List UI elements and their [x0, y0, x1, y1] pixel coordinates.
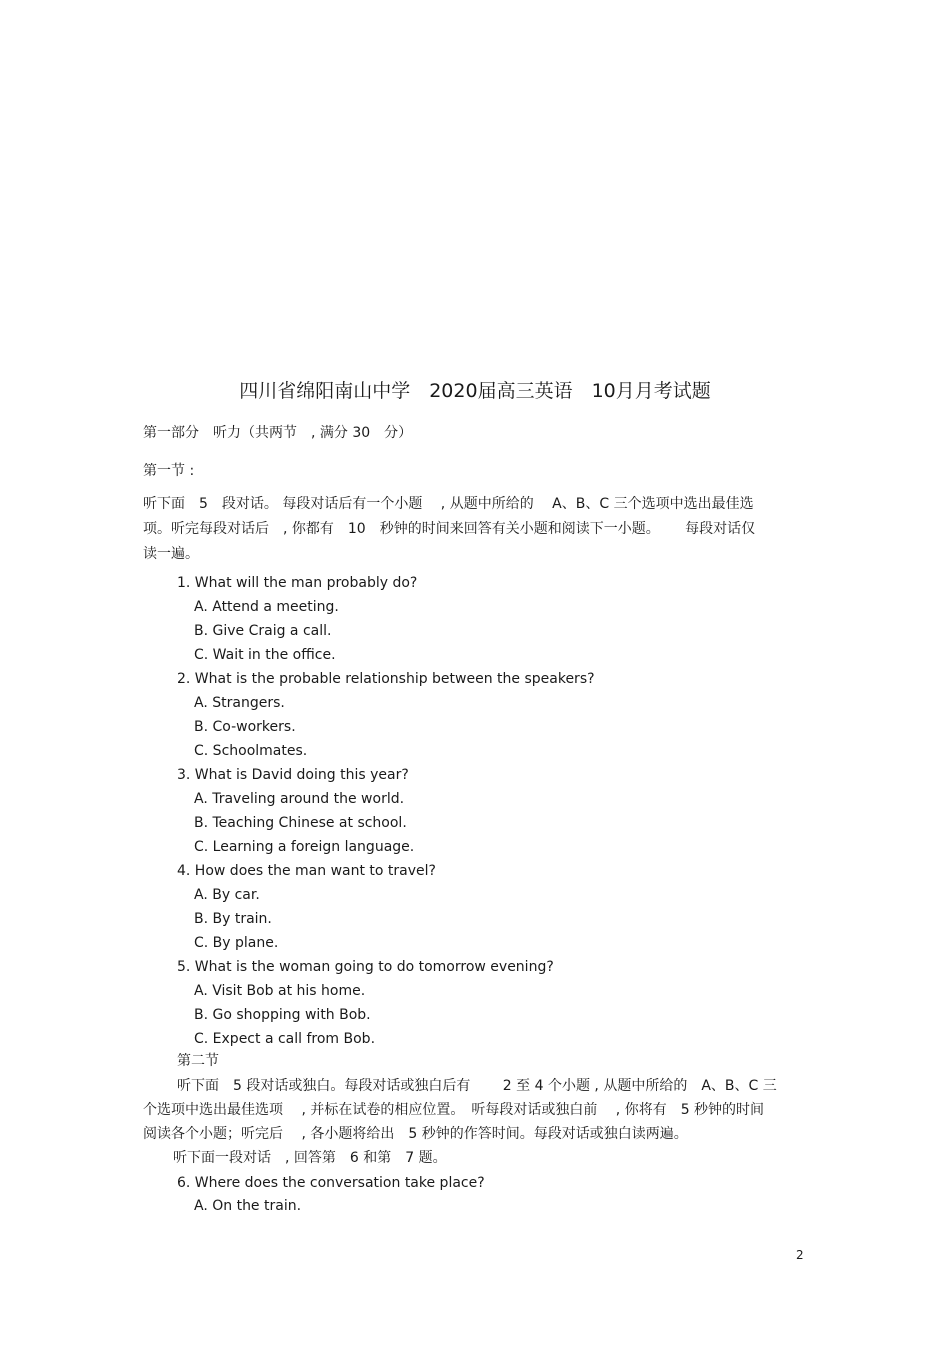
question-3-option-c: C. Learning a foreign language. — [194, 839, 415, 855]
section2-instruction-line: 阅读各个小题；听完后 , 各小题将给出 5 秒钟的作答时间。每段对话或独白读两遍。 — [143, 1126, 688, 1142]
question-2-option-b: B. Co-workers. — [194, 719, 296, 735]
section1-instruction-line: 读一遍。 — [143, 546, 199, 562]
question-5-option-b: B. Go shopping with Bob. — [194, 1007, 371, 1023]
question-6-option-a: A. On the train. — [194, 1198, 302, 1214]
question-1-option-c: C. Wait in the office. — [194, 647, 336, 663]
question-5-option-c: C. Expect a call from Bob. — [194, 1031, 376, 1047]
question-5-option-a: A. Visit Bob at his home. — [194, 983, 366, 999]
question-6: 6. Where does the conversation take place? — [177, 1175, 485, 1191]
question-2-option-c: C. Schoolmates. — [194, 743, 308, 759]
question-4-option-b: B. By train. — [194, 911, 272, 927]
section1-heading: 第一节 : — [143, 463, 195, 479]
page-number: 2 — [796, 1248, 804, 1262]
section2-instruction-line: 听下面 5 段对话或独白。每段对话或独白后有 2 至 4 个小题 , 从题中所给的 A、B、C 三 — [177, 1078, 777, 1094]
section2-subnote: 听下面一段对话 , 回答第 6 和第 7 题。 — [173, 1150, 447, 1166]
question-3-option-a: A. Traveling around the world. — [194, 791, 405, 807]
question-3: 3. What is David doing this year? — [177, 767, 409, 783]
question-2: 2. What is the probable relationship between the speakers? — [177, 671, 595, 687]
question-4: 4. How does the man want to travel? — [177, 863, 436, 879]
section2-heading: 第二节 — [177, 1053, 219, 1069]
question-3-option-b: B. Teaching Chinese at school. — [194, 815, 407, 831]
part1-heading: 第一部分 听力（共两节 , 满分 30 分） — [143, 425, 413, 441]
question-4-option-c: C. By plane. — [194, 935, 279, 951]
exam-title: 四川省绵阳南山中学 2020届高三英语 10月月考试题 — [239, 380, 711, 402]
question-1-option-a: A. Attend a meeting. — [194, 599, 339, 615]
question-2-option-a: A. Strangers. — [194, 695, 285, 711]
question-1-option-b: B. Give Craig a call. — [194, 623, 332, 639]
question-5: 5. What is the woman going to do tomorrow evening? — [177, 959, 554, 975]
question-4-option-a: A. By car. — [194, 887, 260, 903]
question-1: 1. What will the man probably do? — [177, 575, 418, 591]
section1-instruction-line: 听下面 5 段对话。 每段对话后有一个小题 , 从题中所给的 A、B、C 三个选项中选出最佳选 — [143, 496, 754, 512]
section1-instruction-line: 项。听完每段对话后 , 你都有 10 秒钟的时间来回答有关小题和阅读下一小题。 每段对话仅 — [143, 521, 756, 537]
section2-instruction-line: 个选项中选出最佳选项 , 并标在试卷的相应位置。 听每段对话或独白前 , 你将有 5 秒钟的时间 — [143, 1102, 765, 1118]
